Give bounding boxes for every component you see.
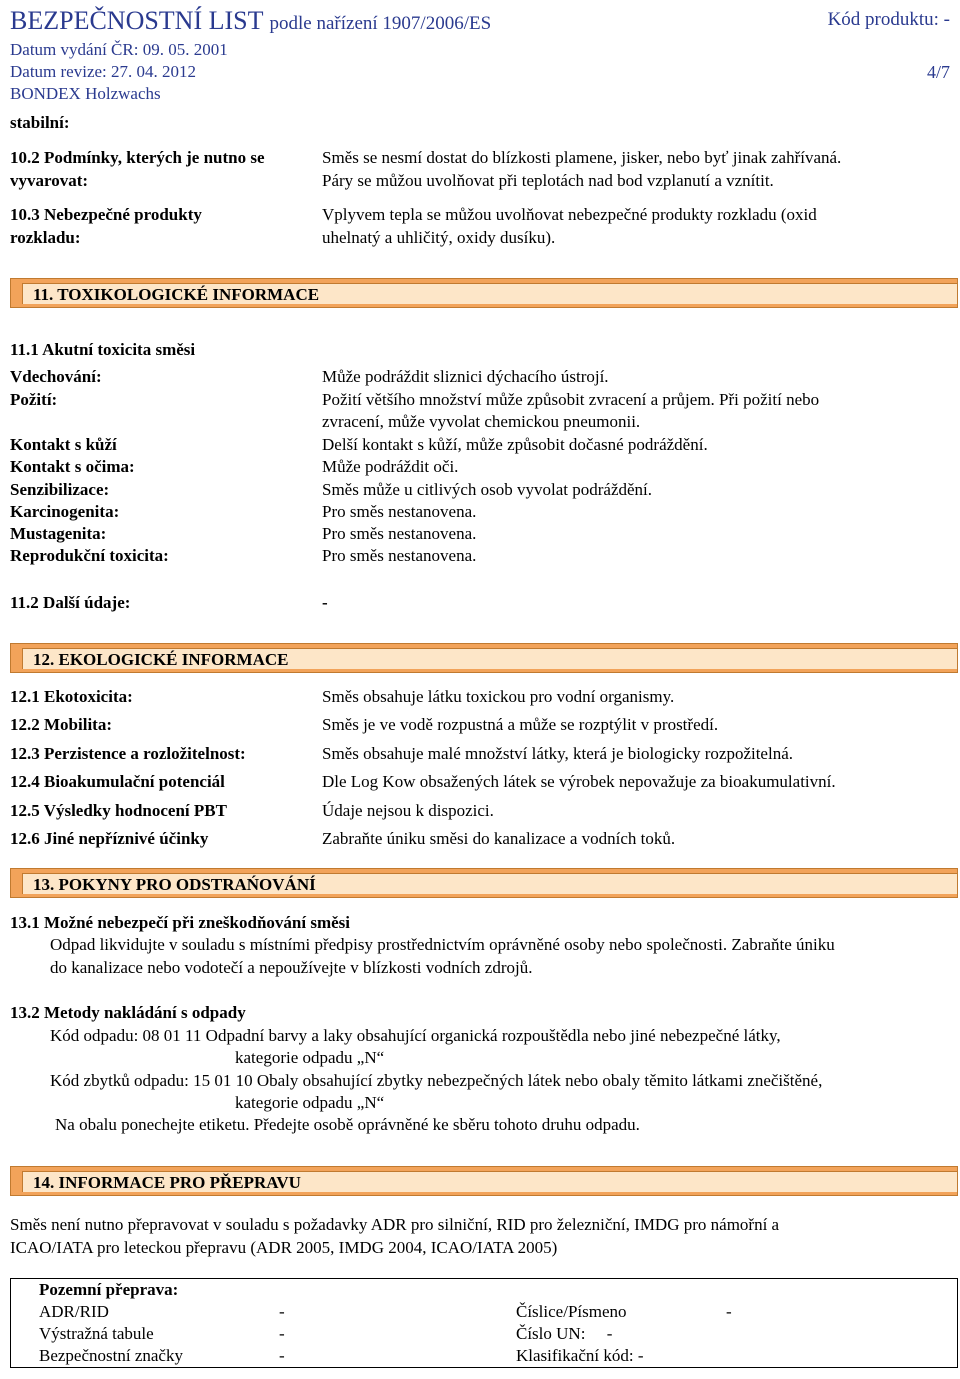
section-14-title: 14. INFORMACE PRO PŘEPRAVU bbox=[22, 1171, 957, 1192]
eco-label: 12.1 Ekotoxicita: bbox=[10, 687, 133, 706]
tox-label: Vdechování: bbox=[10, 367, 102, 386]
issue-date: Datum vydání ČR: 09. 05. 2001 bbox=[10, 40, 228, 59]
table-cell: - bbox=[279, 1302, 285, 1321]
eco-text: Dle Log Kow obsažených látek se výrobek nepovažuje za bioakumulativní. bbox=[322, 772, 836, 791]
eco-text: Směs je ve vodě rozpustná a může se rozptýlit v prostředí. bbox=[322, 715, 719, 734]
residue-code-category: kategorie odpadu „N“ bbox=[235, 1093, 385, 1112]
document-title bbox=[10, 6, 491, 36]
tox-text: zvracení, může vyvolat chemickou pneumonii. bbox=[322, 412, 641, 431]
sec13-1-text: Odpad likvidujte v souladu s místními předpisy prostřednictvím oprávněné osoby nebo společnosti. Zabraňte úniku bbox=[50, 935, 835, 954]
sec11-2-value: - bbox=[322, 593, 328, 612]
tox-text: Pro směs nestanovena. bbox=[322, 546, 477, 565]
table-cell-value: - bbox=[637, 1346, 644, 1365]
section-12-title: 12. EKOLOGICKÉ INFORMACE bbox=[22, 648, 957, 669]
eco-label: 12.3 Perzistence a rozložitelnost: bbox=[10, 744, 246, 763]
table-cell: Číslice/Písmeno bbox=[516, 1302, 627, 1321]
tox-text: Pro směs nestanovena. bbox=[322, 524, 477, 543]
sec10-2-text: Směs se nesmí dostat do blízkosti plamene, jisker, nebo byť jinak zahřívaná. bbox=[322, 148, 842, 167]
table-cell-text: Klasifikační kód: bbox=[516, 1346, 634, 1365]
section-11-title: 11. TOXIKOLOGICKÉ INFORMACE bbox=[22, 283, 957, 304]
sec13-1-title: 13.1 Možné nebezpečí při zneškodňování směsi bbox=[10, 913, 350, 932]
tox-label: Požití: bbox=[10, 390, 58, 409]
eco-text: Směs obsahuje malé množství látky, která je biologicky rozpožitelná. bbox=[322, 744, 793, 763]
tox-text: Směs může u citlivých osob vyvolat podráždění. bbox=[322, 480, 653, 499]
eco-label: 12.4 Bioakumulační potenciál bbox=[10, 772, 225, 791]
tox-text: Může podráždit oči. bbox=[322, 457, 459, 476]
waste-code-category: kategorie odpadu „N“ bbox=[235, 1048, 385, 1067]
transport-table bbox=[10, 1278, 958, 1368]
transport-text: Směs není nutno přepravovat v souladu s požadavky ADR pro silniční, RID pro železniční, IMDG pro námořní a bbox=[10, 1215, 780, 1234]
table-row bbox=[11, 1345, 958, 1368]
tox-label: Kontakt s očima: bbox=[10, 457, 135, 476]
table-cell: ADR/RID bbox=[39, 1302, 109, 1321]
product-code: Kód produktu: - bbox=[827, 9, 950, 30]
revision-date: Datum revize: 27. 04. 2012 bbox=[10, 62, 197, 81]
sec10-3-text-cont: uhelnatý a uhličitý, oxidy dusíku). bbox=[322, 228, 556, 247]
sec10-3-label: 10.3 Nebezpečné produkty bbox=[10, 205, 202, 224]
sec10-3-label-cont: rozkladu: bbox=[10, 228, 81, 247]
tox-text: Požití většího množství může způsobit zvracení a průjem. Při požití nebo bbox=[322, 390, 820, 409]
transport-text-cont: ICAO/IATA pro leteckou přepravu (ADR 2005, IMDG 2004, ICAO/IATA 2005) bbox=[10, 1238, 558, 1257]
tox-label: Senzibilizace: bbox=[10, 480, 110, 499]
tox-text: Delší kontakt s kůží, může způsobit dočasné podráždění. bbox=[322, 435, 708, 454]
disposal-note: Na obalu ponechejte etiketu. Předejte osobě oprávněné ke sběru tohoto druhu odpadu. bbox=[55, 1115, 640, 1134]
tox-label: Reprodukční toxicita: bbox=[10, 546, 169, 565]
table-row bbox=[11, 1301, 958, 1323]
eco-text: Zabraňte úniku směsi do kanalizace a vodních toků. bbox=[322, 829, 676, 848]
eco-label: 12.6 Jiné nepříznivé účinky bbox=[10, 829, 209, 848]
table-cell: Výstražná tabule bbox=[39, 1324, 154, 1343]
sec10-2-label-cont: vyvarovat: bbox=[10, 171, 89, 190]
residue-code-text: Kód zbytků odpadu: 15 01 10 Obaly obsahující zbytky nebezpečných látek nebo obaly těmito látkami znečištěné, bbox=[50, 1071, 823, 1090]
eco-text: Směs obsahuje látku toxickou pro vodní organismy. bbox=[322, 687, 675, 706]
sec13-2-title: 13.2 Metody nakládání s odpady bbox=[10, 1003, 246, 1022]
title-text: BEZPEČNOSTNÍ LIST bbox=[10, 6, 264, 35]
regulation-text: podle nařízení 1907/2006/ES bbox=[269, 13, 492, 34]
table-row bbox=[11, 1323, 958, 1345]
section-13-title: 13. POKYNY PRO ODSTRAŃOVÁNÍ bbox=[22, 873, 957, 894]
sec11-1-title: 11.1 Akutní toxicita směsi bbox=[10, 340, 196, 359]
sec13-1-text-cont: do kanalizace nebo vodotečí a nepoužívejte v blízkosti vodních zdrojů. bbox=[50, 958, 533, 977]
table-cell: Bezpečnostní značky bbox=[39, 1346, 183, 1365]
table-title: Pozemní přeprava: bbox=[39, 1280, 179, 1299]
eco-label: 12.2 Mobilita: bbox=[10, 715, 112, 734]
product-name: BONDEX Holzwachs bbox=[10, 84, 161, 103]
table-cell: - bbox=[726, 1302, 732, 1321]
stable-label: stabilní: bbox=[10, 113, 70, 132]
sec10-2-label: 10.2 Podmínky, kterých je nutno se bbox=[10, 148, 265, 167]
section-12-heading bbox=[10, 643, 958, 673]
table-cell bbox=[516, 1323, 726, 1345]
table-cell: - bbox=[279, 1346, 285, 1365]
sec10-2-text-cont: Páry se můžou uvolňovat při teplotách nad bod vzplanutí a vznítit. bbox=[322, 171, 774, 190]
sec11-2-label: 11.2 Další údaje: bbox=[10, 593, 131, 612]
tox-label: Mustagenita: bbox=[10, 524, 107, 543]
section-14-heading bbox=[10, 1166, 958, 1196]
section-11-heading bbox=[10, 278, 958, 308]
sec10-3-text: Vplyvem tepla se můžou uvolňovat nebezpečné produkty rozkladu (oxid bbox=[322, 205, 817, 224]
table-cell bbox=[516, 1345, 726, 1368]
tox-text: Pro směs nestanovena. bbox=[322, 502, 477, 521]
eco-text: Údaje nejsou k dispozici. bbox=[322, 801, 494, 820]
section-13-heading bbox=[10, 868, 958, 898]
page-number: 4/7 bbox=[926, 62, 950, 82]
tox-label: Karcinogenita: bbox=[10, 502, 120, 521]
table-cell-value: - bbox=[606, 1324, 613, 1343]
tox-label: Kontakt s kůží bbox=[10, 435, 117, 454]
table-cell-text: Číslo UN: bbox=[516, 1324, 586, 1343]
tox-text: Může podráždit sliznici dýchacího ústrojí. bbox=[322, 367, 609, 386]
table-row bbox=[11, 1279, 958, 1302]
waste-code-text: Kód odpadu: 08 01 11 Odpadní barvy a laky obsahující organická rozpouštědla nebo jiné nebezpečné látky, bbox=[50, 1026, 781, 1045]
eco-label: 12.5 Výsledky hodnocení PBT bbox=[10, 801, 227, 820]
table-cell: - bbox=[279, 1324, 285, 1343]
